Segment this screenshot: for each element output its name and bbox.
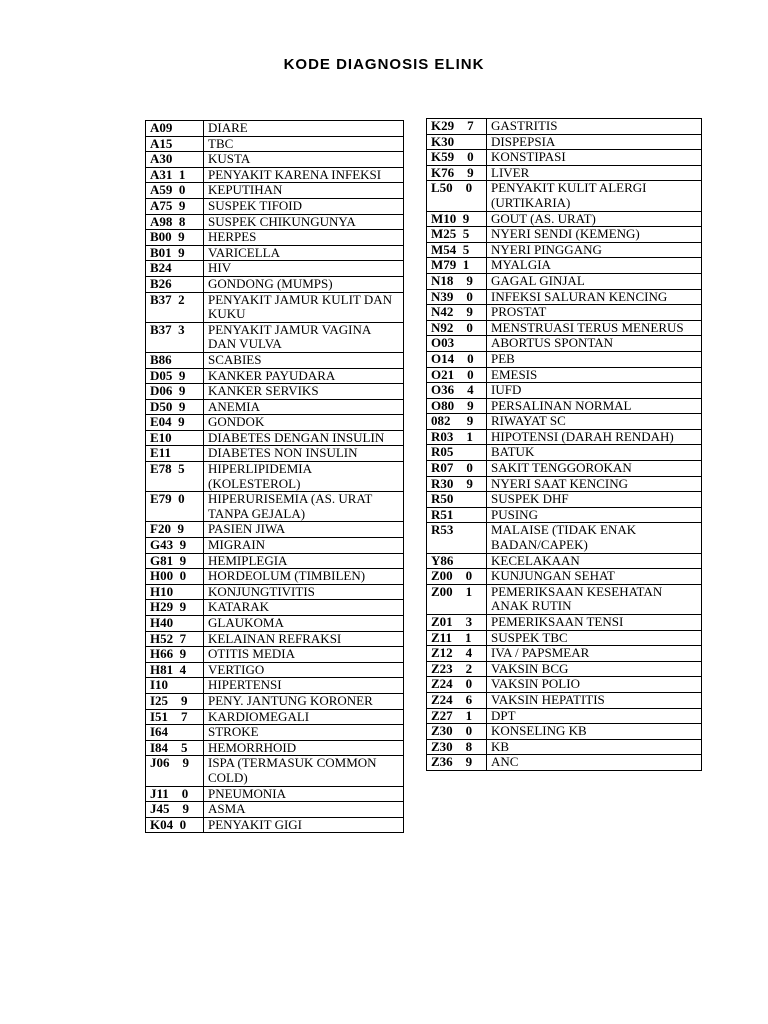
table-row	[146, 214, 404, 230]
diagnosis-code: R50	[427, 492, 487, 508]
diagnosis-name: PENYAKIT KARENA INFEKSI	[204, 167, 404, 183]
diagnosis-code: N92 0	[427, 320, 487, 336]
diagnosis-name: EMESIS	[487, 367, 702, 383]
table-row	[146, 322, 404, 352]
diagnosis-code: H10	[146, 584, 204, 600]
diagnosis-name: HORDEOLUM (TIMBILEN)	[204, 569, 404, 585]
diagnosis-name: HIPERTENSI	[204, 678, 404, 694]
table-row	[146, 368, 404, 384]
table-row	[146, 725, 404, 741]
table-row	[427, 119, 702, 135]
diagnosis-code: Z30 8	[427, 739, 487, 755]
table-row	[427, 383, 702, 399]
diagnosis-code: H81 4	[146, 662, 204, 678]
table-row	[146, 662, 404, 678]
diagnosis-name: RIWAYAT SC	[487, 414, 702, 430]
diagnosis-code: R30 9	[427, 476, 487, 492]
diagnosis-code: A75 9	[146, 198, 204, 214]
table-row	[427, 630, 702, 646]
diagnosis-name: MYALGIA	[487, 258, 702, 274]
diagnosis-name: GONDOK	[204, 415, 404, 431]
diagnosis-name: VAKSIN HEPATITIS	[487, 692, 702, 708]
diagnosis-code: M79 1	[427, 258, 487, 274]
diagnosis-code: K04 0	[146, 817, 204, 833]
table-row	[146, 183, 404, 199]
diagnosis-code: O80 9	[427, 398, 487, 414]
diagnosis-code: O36 4	[427, 383, 487, 399]
diagnosis-name: KUSTA	[204, 152, 404, 168]
diagnosis-name: PASIEN JIWA	[204, 522, 404, 538]
diagnosis-name: BATUK	[487, 445, 702, 461]
table-row	[146, 492, 404, 522]
table-row	[146, 802, 404, 818]
diagnosis-code: B86	[146, 352, 204, 368]
diagnosis-code: J06 9	[146, 756, 204, 786]
diagnosis-code: Z12 4	[427, 646, 487, 662]
diagnosis-code: Z30 0	[427, 724, 487, 740]
diagnosis-code: Z11 1	[427, 630, 487, 646]
table-row	[146, 245, 404, 261]
diagnosis-code: E10	[146, 430, 204, 446]
diagnosis-code: N42 9	[427, 305, 487, 321]
diagnosis-name: SCABIES	[204, 352, 404, 368]
diagnosis-code: G43 9	[146, 538, 204, 554]
table-row	[146, 647, 404, 663]
table-row	[146, 384, 404, 400]
diagnosis-code: A15	[146, 136, 204, 152]
diagnosis-name: DPT	[487, 708, 702, 724]
table-row	[427, 584, 702, 614]
table-row	[427, 615, 702, 631]
diagnosis-name: ANC	[487, 755, 702, 771]
table-row	[146, 709, 404, 725]
diagnosis-name: ANEMIA	[204, 399, 404, 415]
table-row	[427, 755, 702, 771]
diagnosis-code: H00 0	[146, 569, 204, 585]
table-row	[146, 584, 404, 600]
diagnosis-code: I51 7	[146, 709, 204, 725]
diagnosis-code: E78 5	[146, 462, 204, 492]
diagnosis-name: SUSPEK TIFOID	[204, 198, 404, 214]
diagnosis-name: MIGRAIN	[204, 538, 404, 554]
diagnosis-code: B00 9	[146, 230, 204, 246]
diagnosis-code: H52 7	[146, 631, 204, 647]
diagnosis-name: KANKER SERVIKS	[204, 384, 404, 400]
table-row	[427, 461, 702, 477]
table-row	[146, 198, 404, 214]
diagnosis-code: B01 9	[146, 245, 204, 261]
diagnosis-code: Z36 9	[427, 755, 487, 771]
diagnosis-name: NYERI SENDI (KEMENG)	[487, 227, 702, 243]
diagnosis-code: J11 0	[146, 786, 204, 802]
diagnosis-code: Z24 6	[427, 692, 487, 708]
diagnosis-code: G81 9	[146, 553, 204, 569]
diagnosis-code: I64	[146, 725, 204, 741]
diagnosis-name: HIPERURISEMIA (AS. URAT TANPA GEJALA)	[204, 492, 404, 522]
table-row	[427, 273, 702, 289]
table-row	[146, 230, 404, 246]
table-row	[427, 367, 702, 383]
diagnosis-code: I25 9	[146, 693, 204, 709]
diagnosis-code: Z27 1	[427, 708, 487, 724]
diagnosis-name: PEMERIKSAAN KESEHATAN ANAK RUTIN	[487, 584, 702, 614]
diagnosis-name: PENYAKIT KULIT ALERGI (URTIKARIA)	[487, 181, 702, 211]
table-row	[427, 227, 702, 243]
table-row	[146, 121, 404, 137]
diagnosis-name: PUSING	[487, 507, 702, 523]
diagnosis-code: F20 9	[146, 522, 204, 538]
diagnosis-code: K30	[427, 134, 487, 150]
diagnosis-code: O21 0	[427, 367, 487, 383]
diagnosis-name: GLAUKOMA	[204, 616, 404, 632]
diagnosis-name: DIARE	[204, 121, 404, 137]
diagnosis-name: MENSTRUASI TERUS MENERUS	[487, 320, 702, 336]
table-row	[427, 242, 702, 258]
diagnosis-name: KONSELING KB	[487, 724, 702, 740]
table-row	[146, 446, 404, 462]
table-row	[146, 152, 404, 168]
table-row	[427, 289, 702, 305]
diagnosis-name: KANKER PAYUDARA	[204, 368, 404, 384]
diagnosis-code: R53	[427, 523, 487, 553]
table-row	[427, 351, 702, 367]
diagnosis-name: ASMA	[204, 802, 404, 818]
diagnosis-name: SUSPEK CHIKUNGUNYA	[204, 214, 404, 230]
diagnosis-code: I10	[146, 678, 204, 694]
diagnosis-name: HERPES	[204, 230, 404, 246]
diagnosis-code: Z24 0	[427, 677, 487, 693]
diagnosis-code: M10 9	[427, 211, 487, 227]
diagnosis-code: R07 0	[427, 461, 487, 477]
diagnosis-name: VERTIGO	[204, 662, 404, 678]
table-row	[427, 708, 702, 724]
table-row	[146, 352, 404, 368]
diagnosis-code: R03 1	[427, 429, 487, 445]
diagnosis-code: B37 3	[146, 322, 204, 352]
diagnosis-name: SUSPEK TBC	[487, 630, 702, 646]
table-row	[427, 134, 702, 150]
table-row	[146, 569, 404, 585]
diagnosis-code: E11	[146, 446, 204, 462]
table-row	[146, 167, 404, 183]
table-row	[427, 646, 702, 662]
diagnosis-code: O14 0	[427, 351, 487, 367]
table-row	[146, 261, 404, 277]
diagnosis-name: PROSTAT	[487, 305, 702, 321]
diagnosis-name: PENYAKIT GIGI	[204, 817, 404, 833]
diagnosis-code: K76 9	[427, 165, 487, 181]
diagnosis-name: STROKE	[204, 725, 404, 741]
table-row	[146, 538, 404, 554]
table-row	[146, 276, 404, 292]
diagnosis-code: B24	[146, 261, 204, 277]
table-row	[146, 136, 404, 152]
diagnosis-code: E79 0	[146, 492, 204, 522]
diagnosis-name: KEPUTIHAN	[204, 183, 404, 199]
diagnosis-name: KATARAK	[204, 600, 404, 616]
table-row	[427, 211, 702, 227]
diagnosis-name: DISPEPSIA	[487, 134, 702, 150]
diagnosis-name: LIVER	[487, 165, 702, 181]
diagnosis-code: D50 9	[146, 399, 204, 415]
table-row	[427, 181, 702, 211]
diagnosis-name: NYERI PINGGANG	[487, 242, 702, 258]
diagnosis-code: M54 5	[427, 242, 487, 258]
table-row	[146, 292, 404, 322]
diagnosis-name: HIV	[204, 261, 404, 277]
diagnosis-name: HIPOTENSI (DARAH RENDAH)	[487, 429, 702, 445]
table-row	[146, 462, 404, 492]
table-row	[146, 430, 404, 446]
diagnosis-code: O03	[427, 336, 487, 352]
table-row	[146, 756, 404, 786]
diagnosis-name: PEMERIKSAAN TENSI	[487, 615, 702, 631]
diagnosis-code: Y86	[427, 553, 487, 569]
diagnosis-name: TBC	[204, 136, 404, 152]
table-row	[146, 553, 404, 569]
diagnosis-name: HIPERLIPIDEMIA (KOLESTEROL)	[204, 462, 404, 492]
table-row	[146, 600, 404, 616]
table-row	[427, 320, 702, 336]
table-row	[427, 569, 702, 585]
diagnosis-name: OTITIS MEDIA	[204, 647, 404, 663]
table-row	[427, 336, 702, 352]
table-row	[427, 150, 702, 166]
table-row	[427, 507, 702, 523]
diagnosis-name: KONSTIPASI	[487, 150, 702, 166]
table-row	[427, 445, 702, 461]
table-row	[146, 693, 404, 709]
diagnosis-code: L50 0	[427, 181, 487, 211]
table-row	[146, 616, 404, 632]
table-row	[427, 692, 702, 708]
table-row	[146, 740, 404, 756]
diagnosis-code: Z01 3	[427, 615, 487, 631]
diagnosis-name: PENYAKIT JAMUR VAGINA DAN VULVA	[204, 322, 404, 352]
diagnosis-code: H66 9	[146, 647, 204, 663]
diagnosis-name: GASTRITIS	[487, 119, 702, 135]
table-row	[146, 678, 404, 694]
diagnosis-table-right	[426, 118, 702, 771]
diagnosis-name: SUSPEK DHF	[487, 492, 702, 508]
diagnosis-code: Z00 0	[427, 569, 487, 585]
diagnosis-code: Z00 1	[427, 584, 487, 614]
diagnosis-name: PENYAKIT JAMUR KULIT DAN KUKU	[204, 292, 404, 322]
diagnosis-name: SAKIT TENGGOROKAN	[487, 461, 702, 477]
diagnosis-code: A59 0	[146, 183, 204, 199]
diagnosis-code: N39 0	[427, 289, 487, 305]
diagnosis-name: PEB	[487, 351, 702, 367]
diagnosis-name: KARDIOMEGALI	[204, 709, 404, 725]
diagnosis-code: R05	[427, 445, 487, 461]
diagnosis-name: IUFD	[487, 383, 702, 399]
diagnosis-name: KONJUNGTIVITIS	[204, 584, 404, 600]
table-row	[146, 631, 404, 647]
table-row	[427, 724, 702, 740]
diagnosis-code: M25 5	[427, 227, 487, 243]
diagnosis-name: PERSALINAN NORMAL	[487, 398, 702, 414]
table-row	[427, 523, 702, 553]
diagnosis-code: B37 2	[146, 292, 204, 322]
table-row	[427, 258, 702, 274]
diagnosis-name: KUNJUNGAN SEHAT	[487, 569, 702, 585]
diagnosis-code: R51	[427, 507, 487, 523]
table-row	[427, 398, 702, 414]
diagnosis-name: DIABETES NON INSULIN	[204, 446, 404, 462]
diagnosis-name: HEMIPLEGIA	[204, 553, 404, 569]
diagnosis-code: A31 1	[146, 167, 204, 183]
table-row	[146, 415, 404, 431]
diagnosis-name: VAKSIN BCG	[487, 661, 702, 677]
diagnosis-name: VARICELLA	[204, 245, 404, 261]
diagnosis-code: A30	[146, 152, 204, 168]
table-row	[427, 476, 702, 492]
diagnosis-name: KB	[487, 739, 702, 755]
diagnosis-code: Z23 2	[427, 661, 487, 677]
diagnosis-name: GONDONG (MUMPS)	[204, 276, 404, 292]
page-title: KODE DIAGNOSIS ELINK	[283, 56, 485, 73]
table-row	[146, 522, 404, 538]
table-row	[146, 817, 404, 833]
diagnosis-name: GOUT (AS. URAT)	[487, 211, 702, 227]
diagnosis-name: MALAISE (TIDAK ENAK BADAN/CAPEK)	[487, 523, 702, 553]
diagnosis-code: H29 9	[146, 600, 204, 616]
table-row	[427, 677, 702, 693]
diagnosis-code: A09	[146, 121, 204, 137]
table-row	[146, 399, 404, 415]
diagnosis-code: H40	[146, 616, 204, 632]
diagnosis-name: IVA / PAPSMEAR	[487, 646, 702, 662]
diagnosis-name: DIABETES DENGAN INSULIN	[204, 430, 404, 446]
diagnosis-code: A98 8	[146, 214, 204, 230]
diagnosis-code: K59 0	[427, 150, 487, 166]
diagnosis-name: KECELAKAAN	[487, 553, 702, 569]
diagnosis-name: ABORTUS SPONTAN	[487, 336, 702, 352]
table-row	[427, 553, 702, 569]
diagnosis-name: PENY. JANTUNG KORONER	[204, 693, 404, 709]
table-row	[427, 414, 702, 430]
table-row	[427, 739, 702, 755]
diagnosis-name: NYERI SAAT KENCING	[487, 476, 702, 492]
diagnosis-code: D06 9	[146, 384, 204, 400]
diagnosis-table-left	[145, 120, 404, 833]
diagnosis-name: KELAINAN REFRAKSI	[204, 631, 404, 647]
diagnosis-name: HEMORRHOID	[204, 740, 404, 756]
diagnosis-name: INFEKSI SALURAN KENCING	[487, 289, 702, 305]
diagnosis-code: I84 5	[146, 740, 204, 756]
diagnosis-code: 082 9	[427, 414, 487, 430]
diagnosis-code: K29 7	[427, 119, 487, 135]
table-row	[427, 661, 702, 677]
diagnosis-name: PNEUMONIA	[204, 786, 404, 802]
diagnosis-name: GAGAL GINJAL	[487, 273, 702, 289]
table-row	[427, 305, 702, 321]
table-row	[427, 165, 702, 181]
diagnosis-code: E04 9	[146, 415, 204, 431]
table-row	[427, 429, 702, 445]
table-row	[146, 786, 404, 802]
diagnosis-name: VAKSIN POLIO	[487, 677, 702, 693]
table-row	[427, 492, 702, 508]
diagnosis-code: N18 9	[427, 273, 487, 289]
diagnosis-code: J45 9	[146, 802, 204, 818]
diagnosis-name: ISPA (TERMASUK COMMON COLD)	[204, 756, 404, 786]
diagnosis-code: D05 9	[146, 368, 204, 384]
diagnosis-code: B26	[146, 276, 204, 292]
